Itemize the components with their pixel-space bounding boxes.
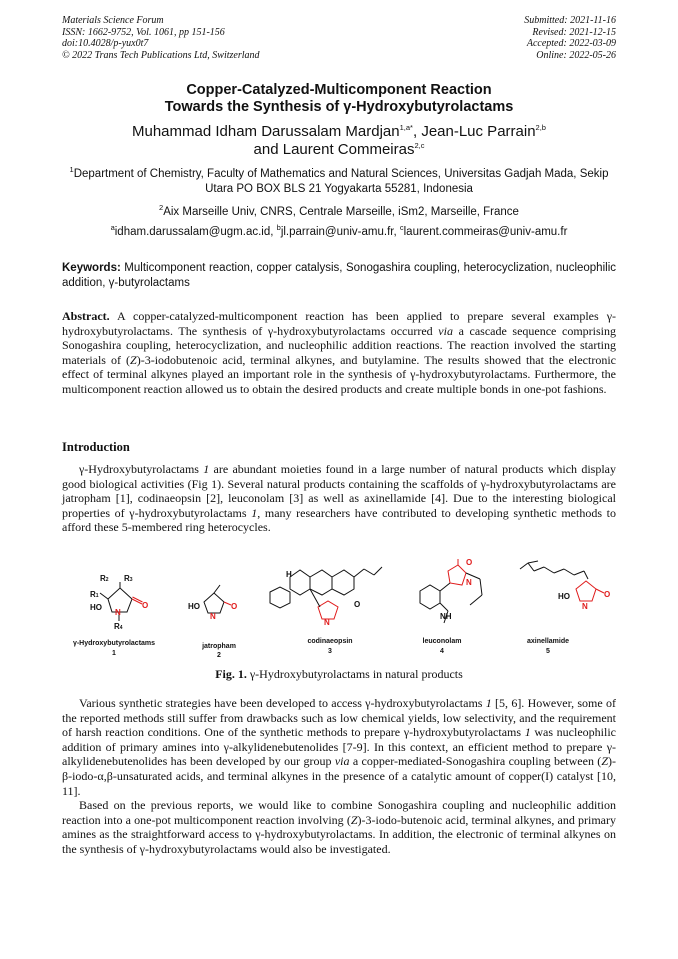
author-3-sup: 2,c (414, 141, 425, 150)
journal-name: Materials Science Forum (62, 15, 164, 26)
author-1: Muhammad Idham Darussalam Mardjan (132, 123, 400, 140)
intro-num-1: 1 (203, 462, 210, 476)
compound-1-name: γ-Hydroxybutyrolactams (72, 640, 156, 647)
body-paragraph-3: Based on the previous reports, we would like to combine Sonogashira coupling and nucleophilic addition reaction into a one-pot multicomponent reaction involving (Z)-3-iodo-butenoic acid, terminal alkynes, and primary amines as the straightforward access to γ-hydroxybutyrolactams. In addition, the electronic of terminal alkynes on the synthesis of γ-hydroxybutyrolactams would also be investigated. (62, 798, 617, 856)
o-label-2: O (231, 602, 238, 611)
keywords-text: Multicomponent reaction, copper catalysis, Sonogashira coupling, heterocyclization, nucleophilic addition, γ-butyrolactams (62, 262, 616, 289)
figure-1-caption (62, 667, 616, 682)
figure-1-structures (62, 557, 616, 659)
abstract-text-3: )-3-iodobutenoic acid, terminal alkynes, and butylamine. The results showed that the electronic effect of terminal alkynes played an important role in the synthesis of γ-hydroxybutyrolactams. Furthermore, the multicomponent reaction allowed us to obtain the desired products and create multiple bonds in one-pot fashions. (62, 352, 616, 396)
ho-label-1: HO (90, 603, 102, 612)
r4-label: R4 (114, 622, 123, 631)
abstract (62, 309, 616, 397)
keywords (62, 261, 616, 291)
compound-1-num: 1 (112, 650, 116, 657)
author-list (40, 123, 638, 159)
authors-line-1 (40, 123, 638, 141)
ho-label-2: HO (188, 602, 200, 611)
compound-3-name: codinaeopsin (307, 638, 353, 645)
nh-label-4: NH (440, 612, 452, 621)
abstract-text-1: A copper-catalyzed-multicomponent reaction has been applied to prepare several examples γ-hydroxybutyrolactams. The synthesis of γ-hydroxybutyrolactams occurred (62, 309, 616, 338)
compound-5-name: axinellamide (526, 638, 570, 645)
keywords-label: Keywords: (62, 262, 121, 274)
abstract-via: via (438, 323, 453, 338)
email-list (62, 225, 616, 240)
header-right (524, 15, 616, 61)
caption-label: Fig. 1. (215, 667, 247, 681)
email-b-sup: b (276, 223, 281, 233)
n-label-1: N (115, 608, 121, 617)
affiliation-1-sup: 1 (69, 165, 74, 175)
intro-text-3: , many researchers have contributed to developing synthetic methods to afford these 5-membered ring heterocycles. (62, 505, 616, 535)
compound-3-num: 3 (328, 648, 332, 655)
intro-paragraph (62, 462, 616, 535)
copyright: © 2022 Trans Tech Publications Ltd, Switzerland (62, 49, 260, 61)
compound-1-structure (100, 582, 143, 621)
accepted-date: Accepted: 2022-03-09 (526, 38, 616, 49)
title-line-2: Towards the Synthesis of γ-Hydroxybutyrolactams (164, 99, 514, 115)
doi: doi:10.4028/p-yux0t7 (62, 38, 149, 49)
n-label-2: N (210, 612, 216, 621)
o-label-3: O (354, 600, 361, 609)
compound-2-structure (204, 585, 231, 613)
n-label-3: N (324, 618, 330, 627)
compound-5-num: 5 (546, 648, 550, 655)
author-sep: , (412, 123, 422, 140)
header-left (62, 15, 260, 61)
email-b[interactable]: jl.parrain@univ-amu.fr, (280, 226, 400, 238)
author-2: Jean-Luc Parrain (421, 123, 536, 140)
revised-date: Revised: 2021-12-15 (532, 26, 616, 38)
compound-2-num: 2 (217, 652, 221, 659)
email-a[interactable]: idham.darussalam@ugm.ac.id, (114, 226, 277, 238)
intro-num-2: 1 (251, 505, 258, 520)
affiliation-2 (62, 205, 616, 220)
compound-2-name: jatropham (202, 643, 236, 650)
title-line-1: Copper-Catalyzed-Multicomponent Reaction (186, 82, 492, 98)
abstract-text-2: a cascade sequence comprising Sonogashira coupling, heterocyclization, and nucleophilic addition reactions. The reaction involved the starting materials of ( (62, 323, 616, 367)
authors-line-2 (40, 141, 638, 159)
compound-4-name: leuconolam (422, 638, 462, 645)
r1-label: R1 (90, 590, 99, 599)
compound-4-num: 4 (440, 648, 444, 655)
email-c-sup: c (399, 223, 404, 233)
abstract-z: Z (130, 352, 137, 367)
journal-header (62, 15, 616, 61)
section-heading-introduction: Introduction (62, 440, 130, 454)
abstract-label: Abstract. (62, 309, 110, 323)
h-label-3: H (286, 570, 292, 579)
author-1-sup: 1,a* (399, 123, 413, 132)
issn: ISSN: 1662-9752, Vol. 1061, pp 151-156 (62, 26, 225, 38)
paper-title (40, 82, 638, 116)
affiliation-1 (62, 167, 616, 197)
o-label-1: O (142, 601, 149, 610)
intro-text-2: are abundant moieties found in a large number of natural products which display good biological activities (Fig 1). Several natural products containing the scaffolds of γ-hydroxybutyrolactams are jatropham [1], codinaeopsin [2], leuconolam [3] as well as axinellamide [4]. Due to the interesting biological properties of γ-hydroxybutyrolactams (62, 462, 616, 520)
body-paragraph-2: Various synthetic strategies have been developed to access γ-hydroxybutyrolactams 1 [5, 6]. However, some of the reported methods still suffer from drawbacks such as low chemical yields, low selectivity, and the requirement of harsh reaction conditions. One of the synthetic methods to prepare γ-hydroxybutyrolactams 1 was nucleophilic addition of primary amines into γ-alkylidenebutenolides [7-9]. In this context, an efficient method to prepare γ-alkylidenebutenolides has been developed by our group via a copper-mediated-Sonogashira coupling between (Z)-β-iodo-α,β-unsaturated acids, and terminal alkynes in the presence of a catalytic amount of copper(I) catalyst [10, 11]. (62, 696, 616, 798)
online-date: Online: 2022-05-26 (536, 49, 616, 61)
n-label-5: N (582, 602, 588, 611)
caption-text: γ-Hydroxybutyrolactams in natural products (246, 667, 463, 681)
affiliation-2-sup: 2 (159, 203, 164, 213)
author-3: Laurent Commeiras (282, 141, 415, 158)
ho-label-5: HO (558, 592, 570, 601)
author-and: and (253, 141, 283, 158)
r3-label: R3 (124, 574, 133, 583)
n-label-4: N (466, 578, 472, 587)
o-label-4: O (466, 558, 473, 567)
o-label-5: O (604, 590, 611, 599)
body-paragraphs (62, 696, 616, 857)
email-c[interactable]: laurent.commeiras@univ-amu.fr (403, 226, 568, 238)
email-a-sup: a (110, 223, 115, 233)
affiliation-1-text: Department of Chemistry, Faculty of Mathematics and Natural Sciences, Universitas Gadjah Mada, Sekip Utara PO BOX BLS 21 Yogyakarta 55281, Indonesia (73, 168, 609, 195)
submitted-date: Submitted: 2021-11-16 (524, 15, 616, 26)
author-2-sup: 2,b (535, 123, 546, 132)
affiliation-2-text: Aix Marseille Univ, CNRS, Centrale Marseille, iSm2, Marseille, France (163, 206, 519, 218)
intro-text-1: γ-Hydroxybutyrolactams (79, 462, 204, 476)
r2-label: R2 (100, 574, 109, 583)
